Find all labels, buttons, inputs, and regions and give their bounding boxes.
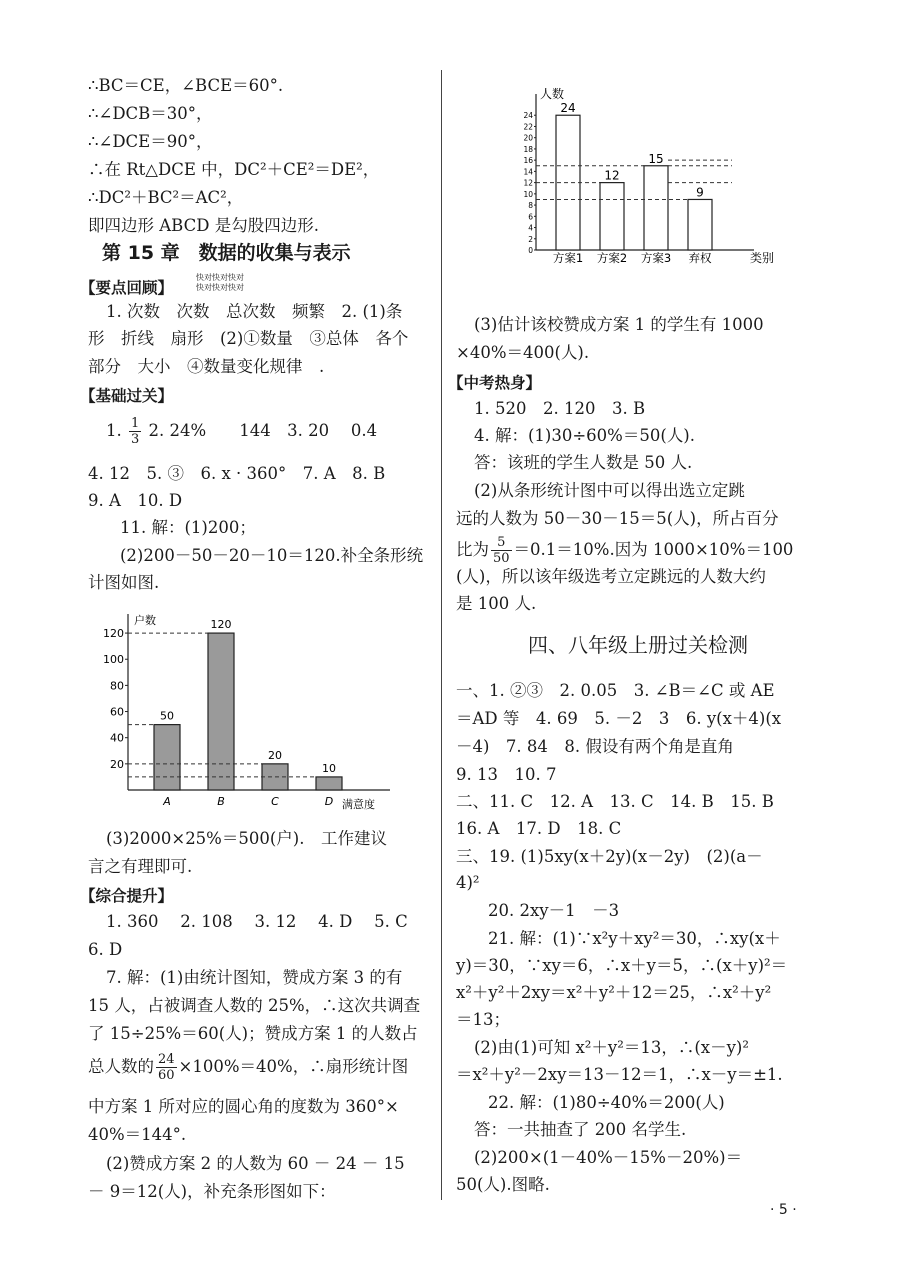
bar-value-label: 20: [268, 748, 282, 762]
comp-line: 了 15÷25%＝60(人)；赞成方案 1 的人数占: [88, 1024, 418, 1043]
text: 总人数的: [88, 1057, 154, 1076]
after-chart-line: 言之有理即可.: [88, 857, 193, 876]
page-number: · 5 ·: [770, 1202, 797, 1218]
satisfaction-bar-chart: [90, 608, 410, 818]
text: ＝0.1＝10%.因为 1000×10%＝100: [513, 540, 794, 559]
y-tick-label: 2: [528, 234, 533, 244]
section-comprehensive-heading: 【综合提升】: [80, 887, 174, 905]
exam-line: 1. 520 2. 120 3. B: [474, 399, 646, 418]
exam-fraction-line: [456, 533, 793, 567]
fraction: [491, 535, 512, 566]
bar: [688, 199, 712, 250]
bar-value-label: 50: [160, 709, 174, 723]
text: 比为: [456, 540, 489, 559]
bar-value-label: 12: [604, 168, 620, 183]
numerator: 5: [491, 535, 512, 551]
y-tick-label: 20: [110, 757, 124, 771]
category-label: 方案3: [640, 251, 672, 265]
test-line: 21. 解：(1)∵x²y＋xy²＝30，∴xy(x＋: [488, 929, 781, 948]
y-tick-label: 8: [528, 201, 533, 211]
proof-line: ∴BC＝CE，∠BCE＝60°.: [88, 76, 284, 95]
comp-line: 6. D: [88, 940, 123, 959]
review-line: 形 折线 扇形 (2)①数量 ③总体 各个: [88, 329, 409, 348]
test-line: 答：一共抽查了 200 名学生.: [474, 1120, 687, 1139]
test-line: ＝13；: [456, 1010, 510, 1029]
answer-text: 2. 24% 144 3. 20 0.4: [148, 421, 378, 440]
proof-line: ∴∠DCE＝90°，: [88, 132, 213, 151]
plan-bar-chart: [504, 80, 824, 280]
bar: [316, 777, 342, 790]
y-tick-label: 80: [110, 679, 124, 693]
bar-value-label: 120: [210, 618, 232, 632]
comp-line: － 9＝12(人)，补充条形图如下：: [88, 1182, 336, 1201]
bar-value-label: 15: [648, 151, 664, 166]
y-tick-label: 4: [528, 223, 533, 233]
exam-line: 远的人数为 50－30－15＝5(人)，所占百分: [456, 509, 779, 528]
basic-line: 11. 解：(1)200；: [120, 518, 256, 537]
basic-line: 4. 12 5. ③ 6. x · 360° 7. A 8. B: [88, 464, 386, 483]
basic-line: 9. A 10. D: [88, 491, 183, 510]
category-label: 方案1: [552, 251, 584, 265]
test-line: ＝AD 等 4. 69 5. －2 3 6. y(x＋4)(x: [456, 709, 782, 728]
test-line: 4)²: [456, 873, 480, 892]
comp-line: 15 人，占被调查人数的 25%，∴这次共调查: [88, 996, 421, 1015]
watermark-text: 快对快对快对: [196, 273, 244, 282]
test-line: －4) 7. 84 8. 假设有两个角是直角: [456, 737, 734, 756]
category-label: A: [163, 795, 171, 808]
exam-line: (2)从条形统计图中可以得出选立定跳: [474, 481, 745, 500]
y-tick-label: 16: [523, 156, 533, 166]
category-label: C: [271, 795, 279, 808]
y-axis-label: 户数: [134, 614, 156, 627]
test-line: (2)由(1)可知 x²＋y²＝13，∴(x－y)²: [474, 1038, 749, 1057]
test-line: 22. 解：(1)80÷40%＝200(人): [488, 1093, 725, 1112]
test-line: x²＋y²＋2xy＝x²＋y²＋12＝25，∴x²＋y²: [456, 983, 772, 1002]
exam-line: (人)，所以该年级选考立定跳远的人数大约: [456, 567, 766, 586]
y-tick-label: 40: [110, 731, 124, 745]
comp-line: 7. 解：(1)由统计图知，赞成方案 3 的有: [106, 968, 403, 987]
y-tick-label: 100: [103, 653, 124, 667]
numerator: 1: [131, 416, 140, 431]
watermark-text: 快对快对快对: [196, 283, 244, 292]
exam-line: 是 100 人.: [456, 594, 537, 613]
bar: [208, 633, 234, 790]
test-line: y)＝30，∵xy＝6，∴x＋y＝5，∴(x＋y)²＝: [456, 956, 788, 975]
section-four-title: 四、八年级上册过关检测: [528, 633, 748, 657]
y-tick-label: 18: [523, 144, 533, 154]
test-line: 二、11. C 12. A 13. C 14. B 15. B: [456, 792, 774, 811]
basic-line-1: [106, 414, 377, 448]
test-line: ＝x²＋y²－2xy＝13－12＝1，∴x－y＝±1.: [456, 1065, 783, 1084]
proof-line: ∴DC²＋BC²＝AC²，: [88, 188, 244, 207]
y-tick-label: 14: [523, 167, 533, 177]
comp-line: 1. 360 2. 108 3. 12 4. D 5. C: [106, 912, 408, 931]
review-line: 1. 次数 次数 总次数 频繁 2. (1)条: [106, 302, 403, 321]
bar-value-label: 10: [322, 761, 336, 775]
question-number: 1.: [106, 421, 122, 440]
y-tick-label: 120: [103, 627, 124, 641]
review-line: 部分 大小 ④数量变化规律 .: [88, 357, 325, 376]
basic-line: 计图如图.: [88, 573, 160, 592]
test-line: 9. 13 10. 7: [456, 765, 557, 784]
test-line: 20. 2xy－1 －3: [488, 901, 620, 920]
category-label: 方案2: [596, 251, 628, 265]
denominator: 3: [131, 432, 140, 447]
y-tick-label: 60: [110, 705, 124, 719]
category-label: 弃权: [688, 251, 712, 265]
chapter-title: 第 15 章 数据的收集与表示: [102, 242, 351, 264]
test-line: 50(人).图略.: [456, 1175, 550, 1194]
denominator: 60: [158, 1068, 175, 1083]
test-line: 16. A 17. D 18. C: [456, 819, 622, 838]
column-divider: [441, 70, 442, 1200]
bar-value-label: 9: [696, 185, 704, 200]
y-tick-label: 0: [528, 246, 533, 255]
section-review-heading: 【要点回顾】: [80, 279, 174, 297]
y-tick-label: 24: [523, 111, 533, 121]
denominator: 50: [493, 551, 510, 566]
basic-line: (2)200－50－20－10＝120.补全条形统: [120, 546, 424, 565]
y-axis-label: 人数: [540, 87, 565, 101]
comp-line: (2)赞成方案 2 的人数为 60 － 24 － 15: [106, 1154, 405, 1173]
bar: [644, 166, 668, 250]
fraction: [129, 416, 141, 447]
comp-line: 40%＝144°.: [88, 1125, 187, 1144]
category-label: B: [217, 795, 225, 808]
exam-line: 答：该班的学生人数是 50 人.: [474, 453, 693, 472]
y-tick-label: 20: [523, 133, 533, 143]
bar: [600, 183, 624, 250]
y-tick-label: 10: [523, 189, 533, 199]
section-basic-heading: 【基础过关】: [80, 387, 174, 405]
proof-line: 即四边形 ABCD 是勾股四边形.: [88, 216, 319, 235]
right-line: ×40%＝400(人).: [456, 343, 590, 362]
fraction: [156, 1052, 177, 1083]
y-tick-label: 6: [528, 212, 533, 222]
numerator: 24: [158, 1052, 175, 1067]
after-chart-line: (3)2000×25%＝500(户). 工作建议: [106, 829, 387, 848]
y-tick-label: 22: [523, 122, 533, 132]
proof-line: ∴∠DCB＝30°，: [88, 104, 213, 123]
text: ×100%＝40%，∴扇形统计图: [178, 1057, 409, 1076]
section-exam-heading: 【中考热身】: [448, 374, 542, 392]
test-line: 三、19. (1)5xy(x＋2y)(x－2y) (2)(a－: [456, 847, 763, 866]
exam-line: 4. 解：(1)30÷60%＝50(人).: [474, 426, 695, 445]
x-axis-label: 类别: [750, 251, 775, 265]
x-axis-label: 满意度: [342, 798, 375, 811]
test-line: (2)200×(1－40%－15%－20%)＝: [474, 1148, 743, 1167]
comp-line: 中方案 1 所对应的圆心角的度数为 360°×: [88, 1097, 399, 1116]
y-tick-label: 12: [523, 178, 533, 188]
comp-fraction-line: [88, 1050, 408, 1084]
bar-value-label: 24: [560, 101, 576, 116]
proof-line: ∴在 Rt△DCE 中，DC²＋CE²＝DE²，: [88, 160, 380, 179]
bar: [154, 725, 180, 790]
right-line: (3)估计该校赞成方案 1 的学生有 1000: [474, 315, 764, 334]
test-line: 一、1. ②③ 2. 0.05 3. ∠B＝∠C 或 AE: [456, 681, 775, 700]
category-label: D: [324, 795, 334, 808]
